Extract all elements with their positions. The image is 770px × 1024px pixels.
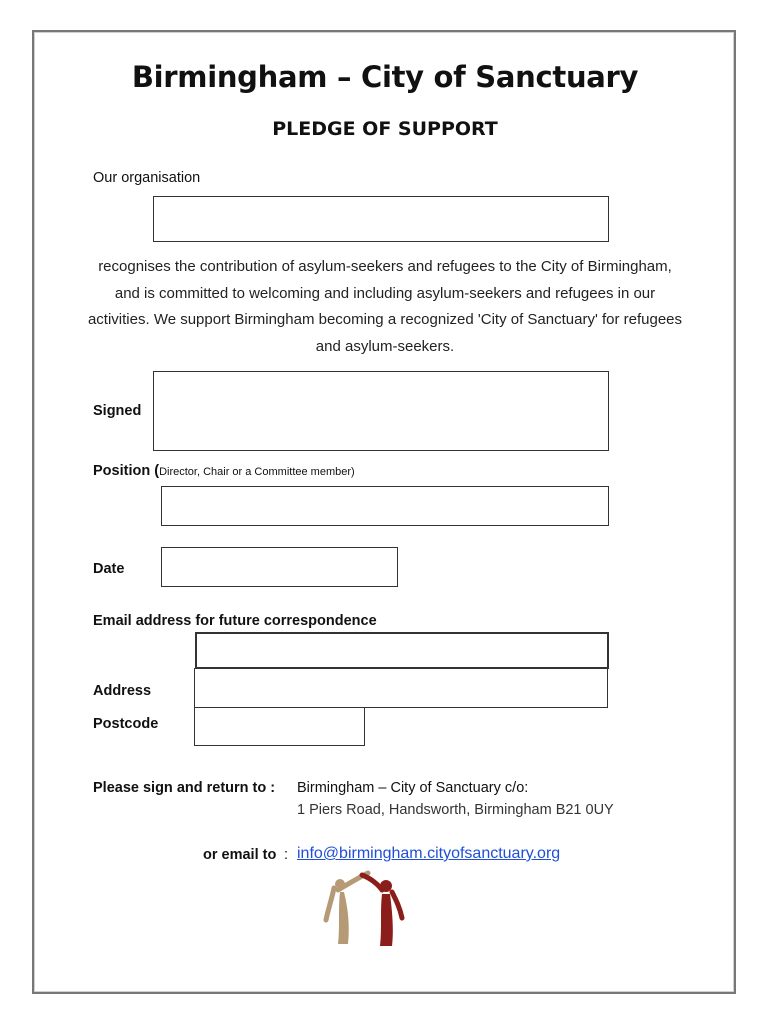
- address-label: Address: [93, 683, 152, 699]
- position-label: [93, 463, 355, 479]
- postcode-label: Postcode: [93, 716, 159, 732]
- date-label: Date: [93, 561, 125, 577]
- email-label: Email address for future correspondence: [93, 613, 377, 629]
- organisation-field[interactable]: [153, 196, 609, 242]
- logo-left-figure: [326, 873, 368, 944]
- date-field[interactable]: [161, 547, 398, 587]
- sanctuary-logo-icon: [320, 870, 410, 950]
- document-subtitle: PLEDGE OF SUPPORT: [272, 118, 498, 140]
- document-title: Birmingham – City of Sanctuary: [131, 60, 639, 94]
- email-colon: :: [284, 847, 289, 863]
- position-label-text: Position (: [93, 463, 160, 479]
- address-field[interactable]: [194, 668, 608, 708]
- return-address-line1: Birmingham – City of Sanctuary c/o:: [297, 780, 529, 796]
- signed-label: Signed: [93, 403, 142, 419]
- logo-right-figure: [362, 875, 402, 946]
- postcode-field[interactable]: [194, 707, 365, 746]
- position-field[interactable]: [161, 486, 609, 526]
- email-field[interactable]: [195, 632, 609, 669]
- contact-email-link[interactable]: info@birmingham.cityofsanctuary.org: [297, 845, 561, 862]
- return-address-line2: 1 Piers Road, Handsworth, Birmingham B21 0UY: [297, 802, 614, 818]
- return-label: Please sign and return to :: [93, 780, 276, 796]
- email-prefix: or email to: [203, 847, 277, 863]
- signature-field[interactable]: [153, 371, 609, 451]
- position-hint: Director, Chair or a Committee member): [159, 466, 355, 478]
- pledge-statement: recognises the contribution of asylum-seekers and refugees to the City of Birmingham, and is committed to welcoming and including asylum-seekers and refugees in our activities. We support Birmingham becoming a recognized 'City of Sanctuary' for refugees and asylum-seekers.: [87, 258, 683, 355]
- organisation-label: Our organisation: [93, 170, 201, 186]
